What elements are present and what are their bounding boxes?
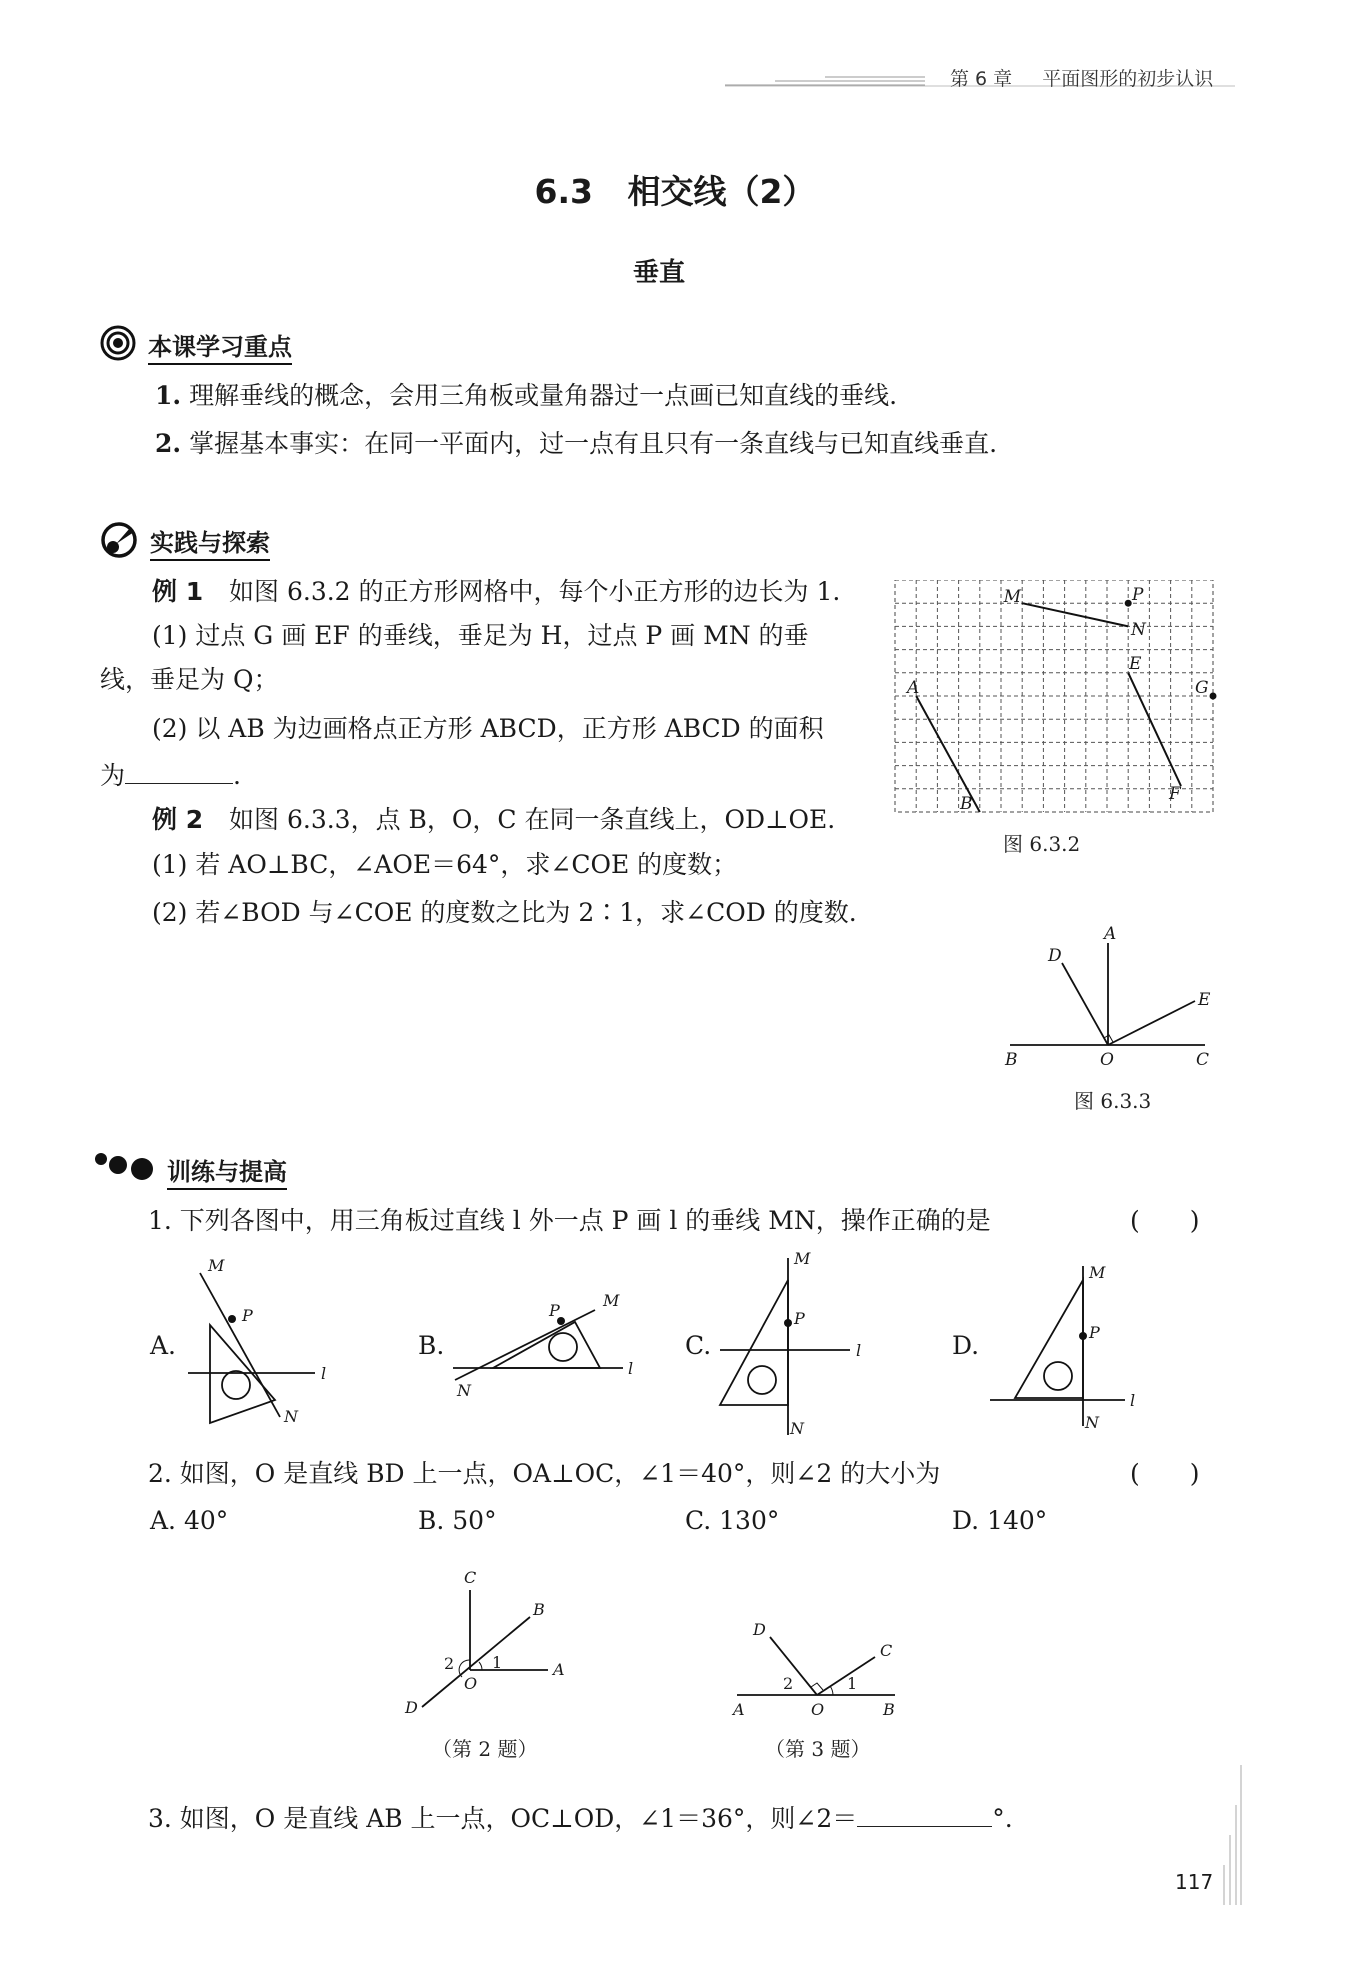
label-2: 2	[444, 1654, 455, 1673]
line-mn	[455, 1310, 595, 1380]
q2-choice-b[interactable]: B. 50°	[418, 1506, 497, 1535]
grid-lines	[895, 580, 1213, 812]
ray-od	[1062, 963, 1108, 1045]
q1-figure-c[interactable]	[710, 1250, 890, 1445]
line-bd	[422, 1617, 530, 1707]
q3-figure-caption: （第 3 题）	[765, 1737, 871, 1761]
ex2-part2: (2) 若∠BOD 与∠COE 的度数之比为 2∶1，求∠COD 的度数.	[152, 898, 857, 927]
q1-figure-d[interactable]	[985, 1258, 1155, 1443]
label-p: P	[549, 1301, 560, 1320]
label-n: N	[790, 1419, 804, 1438]
ex1-part1-line1: (1) 过点 G 画 EF 的垂线，垂足为 H，过点 P 画 MN 的垂	[152, 621, 809, 650]
label-n: N	[1085, 1413, 1099, 1432]
line-mn	[200, 1273, 280, 1417]
page-subtitle: 垂直	[632, 258, 685, 288]
label-p: P	[1089, 1323, 1100, 1342]
q2-figure-caption: （第 2 题）	[432, 1737, 538, 1761]
label-l: l	[628, 1359, 634, 1378]
label-c: C	[464, 1568, 477, 1587]
point-p	[784, 1319, 792, 1327]
focus-item-2-text: 掌握基本事实：在同一平面内，过一点有且只有一条直线与已知直线垂直.	[189, 429, 998, 458]
section3-title: 训练与提高	[167, 1152, 287, 1190]
label-m: M	[1089, 1263, 1106, 1282]
focus-item-1-text: 理解垂线的概念，会用三角板或量角器过一点画已知直线的垂线.	[189, 381, 898, 410]
label-f: F	[1169, 784, 1181, 804]
segment-ef	[1128, 673, 1181, 786]
q2-choice-c[interactable]: C. 130°	[685, 1506, 780, 1535]
label-l: l	[856, 1341, 862, 1360]
label-a: A	[733, 1700, 745, 1719]
label-n: N	[284, 1407, 298, 1426]
segment-mn	[1022, 603, 1128, 626]
label-e: E	[1129, 654, 1142, 674]
ex1-part1-line2: 线，垂足为 Q；	[100, 665, 279, 694]
ex2-intro	[152, 804, 835, 836]
page-number: 117	[1175, 1870, 1214, 1894]
ex1-label: 例 1	[152, 577, 204, 606]
figure-6-3-3	[1000, 925, 1230, 1070]
q1-figure-a[interactable]	[180, 1255, 340, 1435]
label-o: O	[1100, 1050, 1114, 1070]
label-d: D	[1048, 946, 1062, 966]
q2-choice-d[interactable]: D. 140°	[952, 1506, 1048, 1535]
label-p: P	[242, 1306, 253, 1325]
q1-option-b-label[interactable]: B.	[418, 1331, 445, 1360]
q1-option-c-label[interactable]: C.	[685, 1331, 712, 1360]
label-l: l	[1130, 1391, 1136, 1410]
point-g	[1210, 693, 1217, 700]
q2-figure	[400, 1565, 580, 1715]
label-m: M	[1003, 587, 1021, 607]
label-n: N	[457, 1381, 471, 1400]
focus-item-2-num: 2.	[155, 429, 182, 458]
angle-1-arc	[830, 1686, 833, 1695]
label-d: D	[753, 1620, 766, 1639]
ray-oc	[817, 1657, 875, 1695]
label-p: P	[794, 1309, 805, 1328]
label-c: C	[880, 1641, 893, 1660]
set-square	[720, 1280, 788, 1405]
label-2: 2	[783, 1674, 794, 1693]
q2-choice-a[interactable]: A. 40°	[150, 1506, 229, 1535]
header-chapter-num: 第 6 章	[950, 68, 1013, 90]
section1-title: 本课学习重点	[148, 327, 292, 365]
angle-1-arc	[479, 1662, 482, 1670]
label-d: D	[405, 1698, 418, 1715]
q3-text-main: 3. 如图，O 是直线 AB 上一点，OC⊥OD，∠1＝36°，则∠2＝	[148, 1804, 858, 1833]
q1-text: 1. 下列各图中，用三角板过直线 l 外一点 P 画 l 的垂线 MN，操作正确的是	[148, 1206, 991, 1235]
label-p: P	[1132, 585, 1144, 605]
dots-icon	[92, 1147, 160, 1183]
ex1-part2-pre: 为	[100, 761, 126, 790]
label-m: M	[208, 1256, 225, 1275]
q3-text	[148, 1800, 1013, 1835]
label-b: B	[883, 1700, 895, 1719]
set-square-hole	[549, 1333, 577, 1361]
label-1: 1	[492, 1653, 503, 1672]
ex1-part2-line2	[100, 757, 241, 792]
set-square-hole	[748, 1366, 776, 1394]
header-chapter	[950, 64, 1213, 91]
ex1-intro	[152, 576, 840, 608]
label-e: E	[1198, 990, 1211, 1010]
set-square	[1015, 1280, 1083, 1398]
focus-item-1-num: 1.	[155, 381, 182, 410]
target-icon	[100, 325, 136, 361]
label-m: M	[603, 1291, 620, 1310]
page-edge-lines	[1222, 1765, 1242, 1905]
page-title: 6.3 相交线（2）	[534, 172, 816, 211]
q1-figure-b[interactable]	[445, 1280, 645, 1410]
q1-option-a-label[interactable]: A.	[150, 1331, 177, 1360]
explore-icon	[100, 520, 138, 558]
q1-answer-paren[interactable]: ( )	[1130, 1206, 1200, 1235]
point-p	[1079, 1332, 1087, 1340]
label-o: O	[811, 1700, 825, 1719]
label-a: A	[907, 678, 920, 698]
label-b: B	[1005, 1050, 1018, 1070]
set-square-hole	[1044, 1362, 1072, 1390]
focus-item-1	[155, 380, 897, 412]
figure-6-3-2-caption: 图 6.3.2	[1003, 832, 1081, 856]
set-square	[210, 1325, 275, 1423]
q3-answer-blank[interactable]	[857, 1800, 992, 1827]
label-g: G	[1195, 678, 1209, 698]
ex2-part1: (1) 若 AO⊥BC，∠AOE＝64°，求∠COE 的度数；	[152, 850, 738, 879]
point-p	[1125, 600, 1132, 607]
q2-answer-paren[interactable]: ( )	[1130, 1459, 1200, 1488]
label-o: O	[464, 1674, 478, 1693]
label-c: C	[1196, 1050, 1210, 1070]
q3-figure	[725, 1615, 910, 1720]
label-a: A	[1104, 925, 1117, 944]
set-square-hole	[222, 1371, 250, 1399]
ex1-part2-post: .	[233, 761, 241, 790]
header-chapter-title: 平面图形的初步认识	[1042, 68, 1214, 90]
q2-text: 2. 如图，O 是直线 BD 上一点，OA⊥OC，∠1＝40°，则∠2 的大小为	[148, 1459, 941, 1488]
focus-item-2	[155, 428, 997, 460]
ray-od	[770, 1637, 817, 1695]
figure-6-3-2	[893, 580, 1223, 820]
q1-option-d-label[interactable]: D.	[952, 1331, 980, 1360]
ex1-part2-line1: (2) 以 AB 为边画格点正方形 ABCD，正方形 ABCD 的面积	[152, 714, 824, 743]
set-square	[493, 1322, 600, 1368]
ex1-answer-blank[interactable]	[125, 757, 233, 784]
ex1-intro-text: 如图 6.3.2 的正方形网格中，每个小正方形的边长为 1.	[229, 577, 841, 606]
label-1: 1	[847, 1674, 858, 1693]
point-p	[228, 1315, 236, 1323]
q3-suffix: °.	[992, 1804, 1013, 1833]
label-b: B	[533, 1600, 545, 1619]
label-a: A	[553, 1660, 565, 1679]
figure-6-3-3-caption: 图 6.3.3	[1074, 1089, 1152, 1113]
section2-title: 实践与探索	[150, 523, 270, 561]
label-n: N	[1131, 620, 1146, 640]
label-l: l	[321, 1364, 327, 1383]
ex2-intro-text: 如图 6.3.3，点 B，O，C 在同一条直线上，OD⊥OE.	[229, 805, 836, 834]
label-m: M	[794, 1250, 811, 1268]
label-b: B	[960, 794, 973, 814]
ex2-label: 例 2	[152, 805, 204, 834]
ray-oe	[1108, 1001, 1195, 1045]
